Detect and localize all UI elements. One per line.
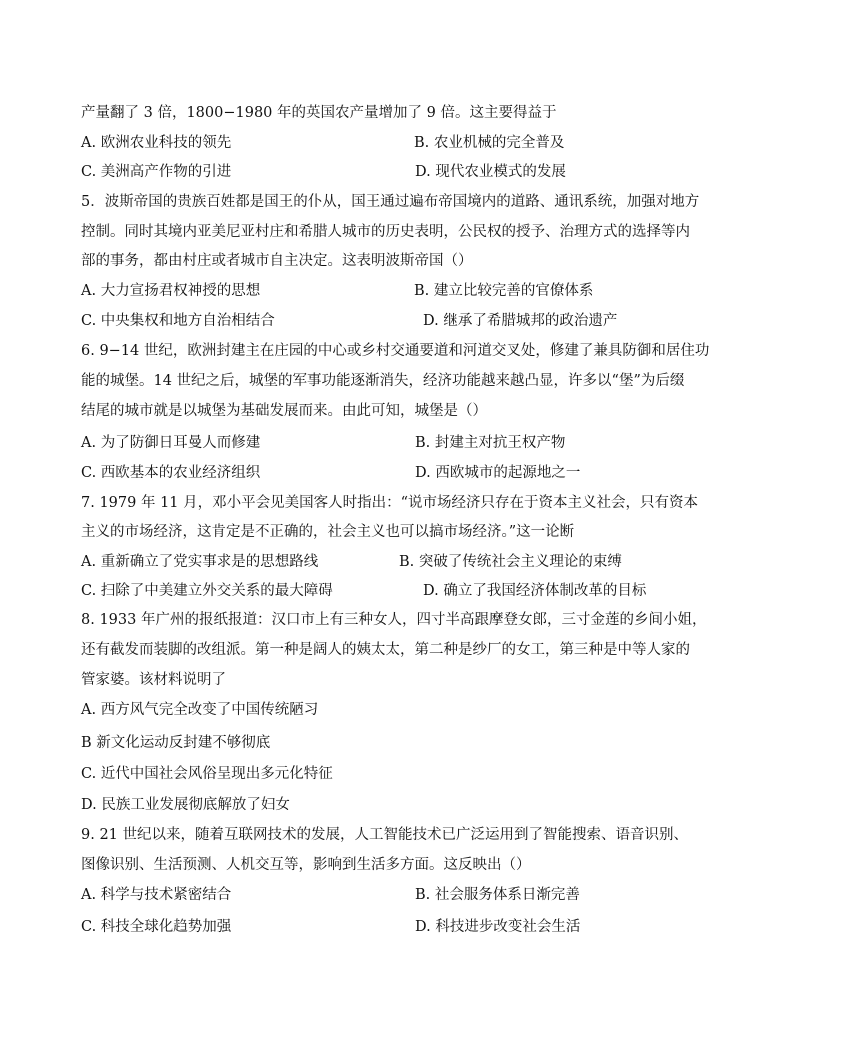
- question-9-stem-line-2: 图像识别、生活预测、人机交互等，影响到生活多方面。这反映出（）: [81, 857, 531, 873]
- question-4-option-a[interactable]: A. 欧洲农业科技的领先: [81, 135, 232, 151]
- question-9-option-a[interactable]: A. 科学与技术紧密结合: [81, 887, 232, 903]
- question-4-options-row-2: [81, 163, 860, 181]
- question-9-option-c[interactable]: C. 科技全球化趋势加强: [81, 919, 232, 935]
- question-9-option-d[interactable]: D. 科技进步改变社会生活: [415, 919, 581, 935]
- question-6-stem-line-3: 结尾的城市就是以城堡为基础发展而来。由此可知，城堡是（）: [81, 403, 487, 419]
- question-8-option-d[interactable]: D. 民族工业发展彻底解放了妇女: [81, 797, 290, 813]
- question-4-option-b[interactable]: B. 农业机械的完全普及: [414, 135, 565, 151]
- question-7-option-c[interactable]: C. 扫除了中美建立外交关系的最大障碍: [81, 583, 333, 599]
- question-5-options-row-1: [81, 282, 860, 300]
- question-5-stem-line-2: 控制。同时其境内亚美尼亚村庄和希腊人城市的历史表明，公民权的授予、治理方式的选择等内: [81, 224, 690, 240]
- question-9-options-row-2: [81, 918, 860, 936]
- question-5-option-b[interactable]: B. 建立比较完善的官僚体系: [414, 283, 594, 299]
- question-6-stem-line-1: 6. 9−14 世纪，欧洲封建主在庄园的中心或乡村交通要道和河道交叉处，修建了兼具防御和居住功: [81, 343, 710, 359]
- question-4-option-d[interactable]: D. 现代农业模式的发展: [415, 164, 566, 180]
- question-8-option-b[interactable]: B 新文化运动反封建不够彻底: [81, 735, 271, 751]
- question-7-options-row-1: [81, 553, 860, 571]
- question-8-option-c[interactable]: C. 近代中国社会风俗呈现出多元化特征: [81, 766, 333, 782]
- question-5-option-a[interactable]: A. 大力宣扬君权神授的思想: [81, 283, 261, 299]
- question-6-option-c[interactable]: C. 西欧基本的农业经济组织: [81, 465, 261, 481]
- question-7-options-row-2: [81, 582, 860, 600]
- question-7-stem-line-1: 7. 1979 年 11 月，邓小平会见美国客人时指出：“说市场经济只存在于资本主义社会，只有资本: [81, 495, 699, 511]
- question-9-options-row-1: [81, 886, 860, 904]
- question-6-options-row-2: [81, 464, 860, 482]
- question-8-stem-line-2: 还有截发而装脚的改组派。第一种是阔人的姨太太，第二种是纱厂的女工，第三种是中等人家的: [81, 642, 690, 658]
- question-5-option-d[interactable]: D. 继承了希腊城邦的政治遗产: [423, 313, 618, 329]
- question-5-options-row-2: [81, 312, 860, 330]
- question-7-option-a[interactable]: A. 重新确立了党实事求是的思想路线: [81, 554, 319, 570]
- question-9-option-b[interactable]: B. 社会服务体系日渐完善: [415, 887, 580, 903]
- question-8-stem-line-3: 管家婆。该材料说明了: [81, 672, 226, 688]
- question-6-option-a[interactable]: A. 为了防御日耳曼人而修建: [81, 435, 261, 451]
- question-4-options-row-1: [81, 134, 860, 152]
- question-8-stem-line-1: 8. 1933 年广州的报纸报道：汉口市上有三种女人，四寸半高跟摩登女郎，三寸金莲的乡间小姐，: [81, 612, 707, 628]
- question-5-stem-line-1: 5．波斯帝国的贵族百姓都是国王的仆从，国王通过遍布帝国境内的道路、通讯系统，加强对地方: [81, 194, 700, 210]
- question-4-option-c[interactable]: C. 美洲高产作物的引进: [81, 164, 232, 180]
- question-5-option-c[interactable]: C. 中央集权和地方自治相结合: [81, 313, 275, 329]
- question-6-options-row-1: [81, 434, 860, 452]
- question-7-stem-line-2: 主义的市场经济，这肯定是不正确的，社会主义也可以搞市场经济。”这一论断: [81, 524, 575, 540]
- question-6-option-b[interactable]: B. 封建主对抗王权产物: [415, 435, 566, 451]
- question-5-stem-line-3: 部的事务，都由村庄或者城市自主决定。这表明波斯帝国（）: [81, 253, 473, 269]
- question-6-option-d[interactable]: D. 西欧城市的起源地之一: [415, 465, 581, 481]
- question-8-option-a[interactable]: A. 西方风气完全改变了中国传统陋习: [81, 702, 319, 718]
- question-4-stem-tail: 产量翻了 3 倍，1800−1980 年的英国农产量增加了 9 倍。这主要得益于: [81, 105, 557, 121]
- question-7-option-d[interactable]: D. 确立了我国经济体制改革的目标: [423, 583, 647, 599]
- question-7-option-b[interactable]: B. 突破了传统社会主义理论的束缚: [399, 554, 622, 570]
- question-9-stem-line-1: 9. 21 世纪以来，随着互联网技术的发展，人工智能技术已广泛运用到了智能搜索、语音识别、: [81, 827, 688, 843]
- question-6-stem-line-2: 能的城堡。14 世纪之后，城堡的军事功能逐渐消失，经济功能越来越凸显，许多以“堡”为后缀: [81, 373, 685, 389]
